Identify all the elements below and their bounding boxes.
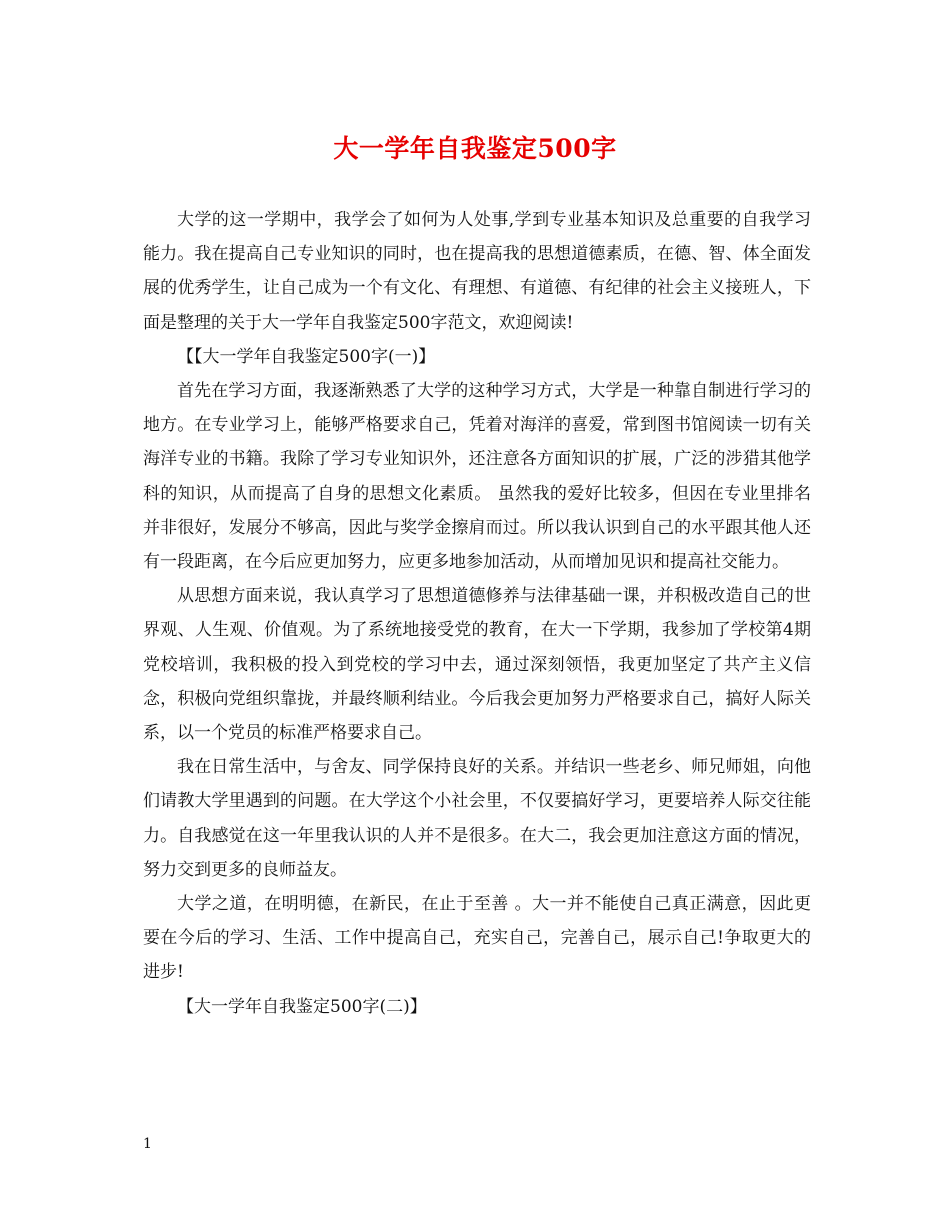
paragraph-conclusion: 大学之道，在明明德，在新民，在止于至善 。大一并不能使自己真正满意，因此更要在今后的学习、生活、工作中提高自己，充实自己，完善自己，展示自己!争取更大的进步! xyxy=(143,894,811,983)
section-heading-two: 【大一学年自我鉴定500字(二)】 xyxy=(177,996,427,1017)
section-heading-one: 【【大一学年自我鉴定500字(一)】 xyxy=(177,346,436,367)
paragraph-thought: 从思想方面来说，我认真学习了思想道德修养与法律基础一课，并积极改造自己的世界观、人生观、价值观。为了系统地接受党的教育，在大一下学期，我参加了学校第4期党校培训，我积极的投入到党校的学习中去，通过深刻领悟，我更加坚定了共产主义信念，积极向党组织靠拢，并最终顺利结业。今后我会更加努力严格要求自己，搞好人际关系，以一个党员的标准严格要求自己。 xyxy=(143,586,811,744)
document-body xyxy=(143,203,811,1024)
page-number: 1 xyxy=(143,1136,152,1152)
paragraph-study: 首先在学习方面，我逐渐熟悉了大学的这种学习方式，大学是一种靠自制进行学习的地方。在专业学习上，能够严格要求自己，凭着对海洋的喜爱，常到图书馆阅读一切有关海洋专业的书籍。我除了学习专业知识外，还注意各方面知识的扩展，广泛的涉猎其他学科的知识，从而提高了自身的思想文化素质。 虽然我的爱好比较多，但因在专业里排名并非很好，发展分不够高，因此与奖学金擦肩而过。所以我认识到自己的水平跟其他人还有一段距离，在今后应更加努力，应更多地参加活动，从而增加见识和提高社交能力。 xyxy=(143,381,811,573)
paragraph-life: 我在日常生活中，与舍友、同学保持良好的关系。并结识一些老乡、师兄师姐，向他们请教大学里遇到的问题。在大学这个小社会里，不仅要搞好学习，更要培养人际交往能力。自我感觉在这一年里我认识的人并不是很多。在大二，我会更加注意这方面的情况，努力交到更多的良师益友。 xyxy=(143,757,811,880)
paragraph-intro: 大学的这一学期中，我学会了如何为人处事,学到专业基本知识及总重要的自我学习能力。我在提高自己专业知识的同时，也在提高我的思想道德素质，在德、智、体全面发展的优秀学生，让自己成为一个有文化、有理想、有道德、有纪律的社会主义接班人，下面是整理的关于大一学年自我鉴定500字范文，欢迎阅读! xyxy=(143,210,811,333)
document-title: 大一学年自我鉴定500字 xyxy=(333,134,617,163)
